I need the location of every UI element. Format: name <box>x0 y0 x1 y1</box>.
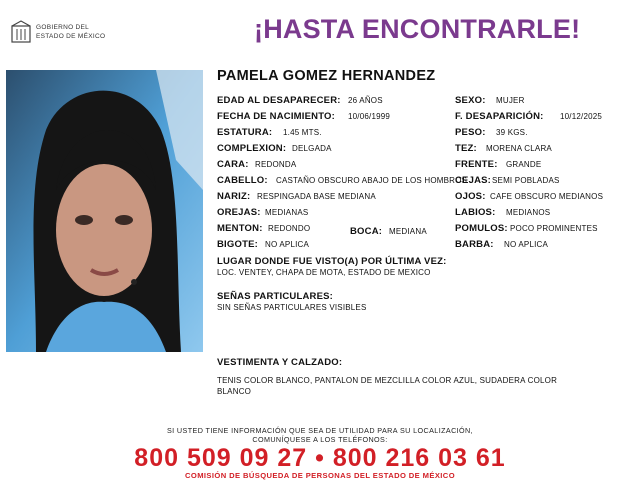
vestimenta-line-1: TENIS COLOR BLANCO, PANTALON DE MEZCLILLA COLOR AZUL, SUDADERA COLOR <box>217 376 558 385</box>
sexo-value: MUJER <box>496 96 525 105</box>
tez-label: TEZ: <box>455 143 477 154</box>
pomulos-value: POCO PROMINENTES <box>510 224 598 233</box>
government-logo <box>10 18 120 50</box>
boca-value: MEDIANA <box>389 227 427 236</box>
tez-value: MORENA CLARA <box>486 144 552 153</box>
bigote-label: BIGOTE: <box>217 239 258 250</box>
cabello-value: CASTAÑO OBSCURO ABAJO DE LOS HOMBROS <box>276 176 468 185</box>
peso-label: PESO: <box>455 127 486 138</box>
lugar-value: LOC. VENTEY, CHAPA DE MOTA, ESTADO DE MEXICO <box>217 268 431 277</box>
labios-label: LABIOS: <box>455 207 496 218</box>
complexion-value: DELGADA <box>292 144 332 153</box>
logo-line-2: ESTADO DE MÉXICO <box>36 33 106 40</box>
missing-person-photo <box>6 70 203 352</box>
nacimiento-label: FECHA DE NACIMIENTO: <box>217 111 335 122</box>
logo-line-1: GOBIERNO DEL <box>36 24 90 31</box>
state-seal-icon <box>10 20 32 44</box>
nariz-label: NARIZ: <box>217 191 251 202</box>
cejas-value: SEMI POBLADAS <box>492 176 560 185</box>
footer-note-line-2: COMUNÍQUESE A LOS TELÉFONOS: <box>252 435 388 444</box>
vestimenta-label: VESTIMENTA Y CALZADO: <box>217 357 343 368</box>
frente-label: FRENTE: <box>455 159 498 170</box>
menton-label: MENTON: <box>217 223 263 234</box>
cara-value: REDONDA <box>255 160 297 169</box>
cejas-label: CEJAS: <box>455 175 492 186</box>
vestimenta-line-2: BLANCO <box>217 387 252 396</box>
contact-phones: 800 509 09 27 • 800 216 03 61 <box>134 444 506 472</box>
boca-label: BOCA: <box>350 226 383 237</box>
desaparicion-value: 10/12/2025 <box>560 112 603 121</box>
frente-value: GRANDE <box>506 160 542 169</box>
nacimiento-value: 10/06/1999 <box>348 112 391 121</box>
edad-label: EDAD AL DESAPARECER: <box>217 95 341 106</box>
footer-note-line-1: SI USTED TIENE INFORMACIÓN QUE SEA DE UTILIDAD PARA SU LOCALIZACIÓN, <box>166 426 474 435</box>
person-name: PAMELA GOMEZ HERNANDEZ <box>217 68 436 84</box>
commission-name: COMISIÓN DE BÚSQUEDA DE PERSONAS DEL ESTADO DE MÉXICO <box>185 471 455 480</box>
barba-value: NO APLICA <box>504 240 549 249</box>
cabello-label: CABELLO: <box>217 175 268 186</box>
labios-value: MEDIANOS <box>506 208 551 217</box>
pomulos-label: POMULOS: <box>455 223 508 234</box>
orejas-value: MEDIANAS <box>265 208 309 217</box>
sexo-label: SEXO: <box>455 95 486 106</box>
senas-value: SIN SEÑAS PARTICULARES VISIBLES <box>217 303 367 312</box>
complexion-label: COMPLEXION: <box>217 143 287 154</box>
menton-value: REDONDO <box>268 224 311 233</box>
ojos-value: CAFE OBSCURO MEDIANOS <box>490 192 604 201</box>
estatura-value: 1.45 MTS. <box>283 128 322 137</box>
orejas-label: OREJAS: <box>217 207 261 218</box>
headline: ¡HASTA ENCONTRARLE! <box>254 14 581 44</box>
ojos-label: OJOS: <box>455 191 486 202</box>
bigote-value: NO APLICA <box>265 240 310 249</box>
desaparicion-label: F. DESAPARICIÓN: <box>455 111 544 122</box>
estatura-label: ESTATURA: <box>217 127 273 138</box>
senas-label: SEÑAS PARTICULARES: <box>217 291 334 302</box>
edad-value: 26 AÑOS <box>348 96 383 105</box>
lugar-label: LUGAR DONDE FUE VISTO(A) POR ÚLTIMA VEZ: <box>217 256 447 267</box>
portrait-illustration <box>6 70 203 352</box>
nariz-value: RESPINGADA BASE MEDIANA <box>257 192 376 201</box>
peso-value: 39 KGS. <box>496 128 528 137</box>
barba-label: BARBA: <box>455 239 494 250</box>
cara-label: CARA: <box>217 159 249 170</box>
